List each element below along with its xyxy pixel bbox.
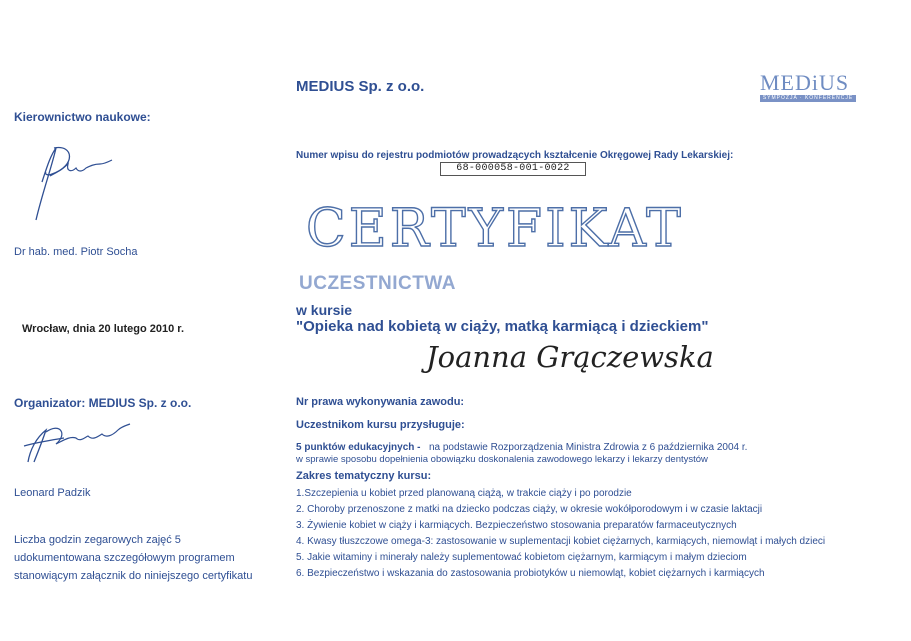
registry-number: 68-000058-001-0022 <box>440 162 586 176</box>
registry-label: Numer wpisu do rejestru podmiotów prowadzących kształcenie Okręgowej Rady Lekarskiej: <box>296 150 734 161</box>
in-course-label: w kursie <box>296 302 353 318</box>
signature-padzik <box>20 418 140 468</box>
certificate-subtitle: UCZESTNICTWA <box>299 273 456 294</box>
organizer-person: Leonard Padzik <box>14 487 91 499</box>
participant-name: Joanna Grączewska <box>426 340 714 374</box>
course-name: "Opieka nad kobietą w ciąży, matką karmiącą i dzieckiem" <box>296 318 709 335</box>
organizer-heading: Organizator: MEDIUS Sp. z o.o. <box>14 396 192 410</box>
points-text-2: w sprawie sposobu dopełnienia obowiązku doskonalenia zawodowego lekarzy i lekarzy dentystów <box>296 454 708 465</box>
company-name: MEDIUS Sp. z o.o. <box>296 78 425 95</box>
signature-socha <box>28 142 118 224</box>
topic-item: 2. Choroby przenoszone z matki na dziecko podczas ciąży, w okresie wokółporodowym i w czasie laktacji <box>296 504 763 515</box>
topic-item: 1.Szczepienia u kobiet przed planowaną ciążą, w trakcie ciąży i po porodzie <box>296 488 632 499</box>
topic-item: 3. Żywienie kobiet w ciąży i karmiących. Bezpieczeństwo stosowania preparatów farmaceutycznych <box>296 520 737 531</box>
medius-logo <box>760 70 860 104</box>
topic-item: 5. Jakie witaminy i minerały należy suplementować kobietom ciężarnym, karmiącym i małym dzieciom <box>296 552 747 563</box>
scientific-person: Dr hab. med. Piotr Socha <box>14 246 138 258</box>
license-label: Nr prawa wykonywania zawodu: <box>296 396 465 408</box>
topic-item: 4. Kwasy tłuszczowe omega-3: zastosowanie w suplementacji kobiet ciężarnych, karmiących, niemowląt i małych dzieci <box>296 536 826 547</box>
entitled-label: Uczestnikom kursu przysługuje: <box>296 419 465 431</box>
scientific-heading: Kierownictwo naukowe: <box>14 110 151 124</box>
certificate-title: CERTYFIKAT <box>306 199 684 259</box>
topic-item: 6. Bezpieczeństwo i wskazania do zastosowania probiotyków u niemowląt, kobiet ciężarnych i karmiących <box>296 568 765 579</box>
points-line <box>296 437 747 455</box>
logo-tagline: SYMPOZJA · KONFERENCJE <box>760 95 856 102</box>
hours-note-line-3: stanowiącym załącznik do niniejszego certyfikatu <box>14 570 253 582</box>
logo-wordmark: MEDiUS <box>760 70 850 95</box>
points-text: na podstawie Rozporządzenia Ministra Zdrowia z 6 października 2004 r. <box>428 442 748 453</box>
hours-note-line-1: Liczba godzin zegarowych zajęć 5 <box>14 534 181 546</box>
topics-label: Zakres tematyczny kursu: <box>296 470 432 482</box>
points-bold: 5 punktów edukacyjnych - <box>296 442 421 453</box>
hours-note-line-2: udokumentowana szczegółowym programem <box>14 552 235 564</box>
place-date: Wrocław, dnia 20 lutego 2010 r. <box>22 323 185 335</box>
